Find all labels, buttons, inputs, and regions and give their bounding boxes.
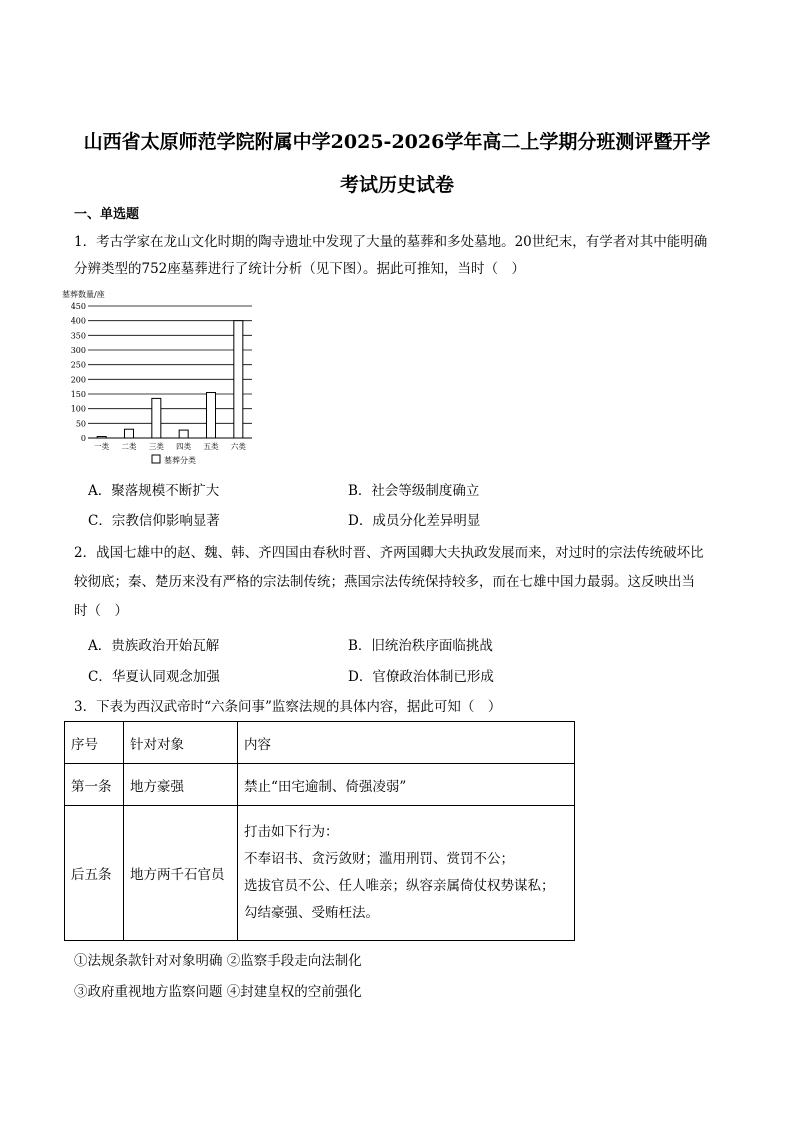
x-tick-label: 五类 [203,442,219,451]
table-row [65,764,575,806]
q2-line-3: 时（ ） [74,603,128,619]
y-tick-label: 0 [80,434,86,443]
table-cell: 禁止“田宅逾制、倚强凌弱” [238,764,575,806]
x-tick-label: 二类 [121,442,137,451]
y-axis-label: 墓葬数量/座 [62,290,105,299]
q1-option-a: A．聚落规模不断扩大 [88,483,220,499]
q3-stem: 3．下表为西汉武帝时“六条问事”监察法规的具体内容，据此可知（ ） [74,699,502,715]
q2-option-d: D．官僚政治体制已形成 [348,669,494,685]
table-row [65,806,575,941]
bar-六类 [234,321,243,438]
q3-table [64,721,575,941]
q1-line-1: 1．考古学家在龙山文化时期的陶寺遗址中发现了大量的墓葬和多处墓地。20世纪末，有学者对其中能明确 [74,234,708,250]
table-header-row [65,722,575,764]
q1-option-b: B．社会等级制度确立 [348,483,480,499]
bar-四类 [179,430,188,438]
table-cell: 第一条 [65,764,124,806]
table-cell: 地方豪强 [124,764,238,806]
q1-option-c: C．宗教信仰影响显著 [88,513,220,529]
y-tick-label: 50 [75,419,86,429]
q2-option-a: A．贵族政治开始瓦解 [88,638,220,654]
table-header: 序号 [65,722,124,764]
y-tick-label: 200 [70,375,86,385]
x-tick-label: 六类 [230,442,246,451]
table-header: 内容 [238,722,575,764]
tomb-chart [60,285,260,470]
y-tick-label: 150 [70,390,86,399]
q2-option-b: B．旧统治秩序面临挑战 [348,638,493,654]
y-tick-label: 250 [70,360,86,370]
title-line-2: 考试历史试卷 [339,174,454,196]
x-tick-label: 四类 [176,442,192,451]
q2-line-2: 较彻底；秦、楚历来没有严格的宗法制传统；燕国宗法传统保持较多，而在七雄中国力最弱。这反映出当 [74,574,695,590]
x-tick-label: 一类 [94,442,110,451]
y-tick-label: 400 [70,316,86,326]
bar-二类 [125,429,134,438]
q1-line-2: 分辨类型的752座墓葬进行了统计分析（见下图）。据此可推知，当时（ ） [74,261,526,277]
y-tick-label: 100 [70,404,86,414]
section-heading: 一、单选题 [74,207,140,222]
cell-line: 不奉诏书、贪污敛财；滥用刑罚、赏罚不公； [244,851,514,867]
table-cell: 后五条 [65,806,124,941]
table-header: 针对对象 [124,722,238,764]
q3-choices-2: ③政府重视地方监察问题 ④封建皇权的空前强化 [74,984,362,1000]
x-tick-label: 三类 [148,442,164,451]
cell-line: 勾结豪强、受贿枉法。 [244,905,379,921]
q1-option-d: D．成员分化差异明显 [348,513,481,529]
table-cell: 地方两千石官员 [124,806,238,941]
title-line-1: 山西省太原师范学院附属中学2025-2026学年高二上学期分班测评暨开学 [83,131,711,153]
y-tick-label: 450 [70,302,86,311]
q3-choices-1: ①法规条款针对对象明确 ②监察手段走向法制化 [74,953,362,969]
bar-一类 [97,437,106,438]
y-tick-label: 350 [70,331,86,341]
legend-label: 墓葬分类 [164,456,196,465]
bar-三类 [152,398,161,438]
legend-swatch [152,455,160,463]
q2-option-c: C．华夏认同观念加强 [88,669,220,685]
bar-五类 [207,393,216,438]
y-tick-label: 300 [70,346,86,355]
q2-line-1: 2．战国七雄中的赵、魏、韩、齐四国由春秋时晋、齐两国卿大夫执政发展而来，对过时的宗法传统破坏比 [74,545,704,561]
cell-line: 打击如下行为： [244,824,339,840]
table-cell [238,806,575,941]
cell-line: 选拔官员不公、任人唯亲；纵容亲属倚仗权势谋私； [244,878,555,894]
